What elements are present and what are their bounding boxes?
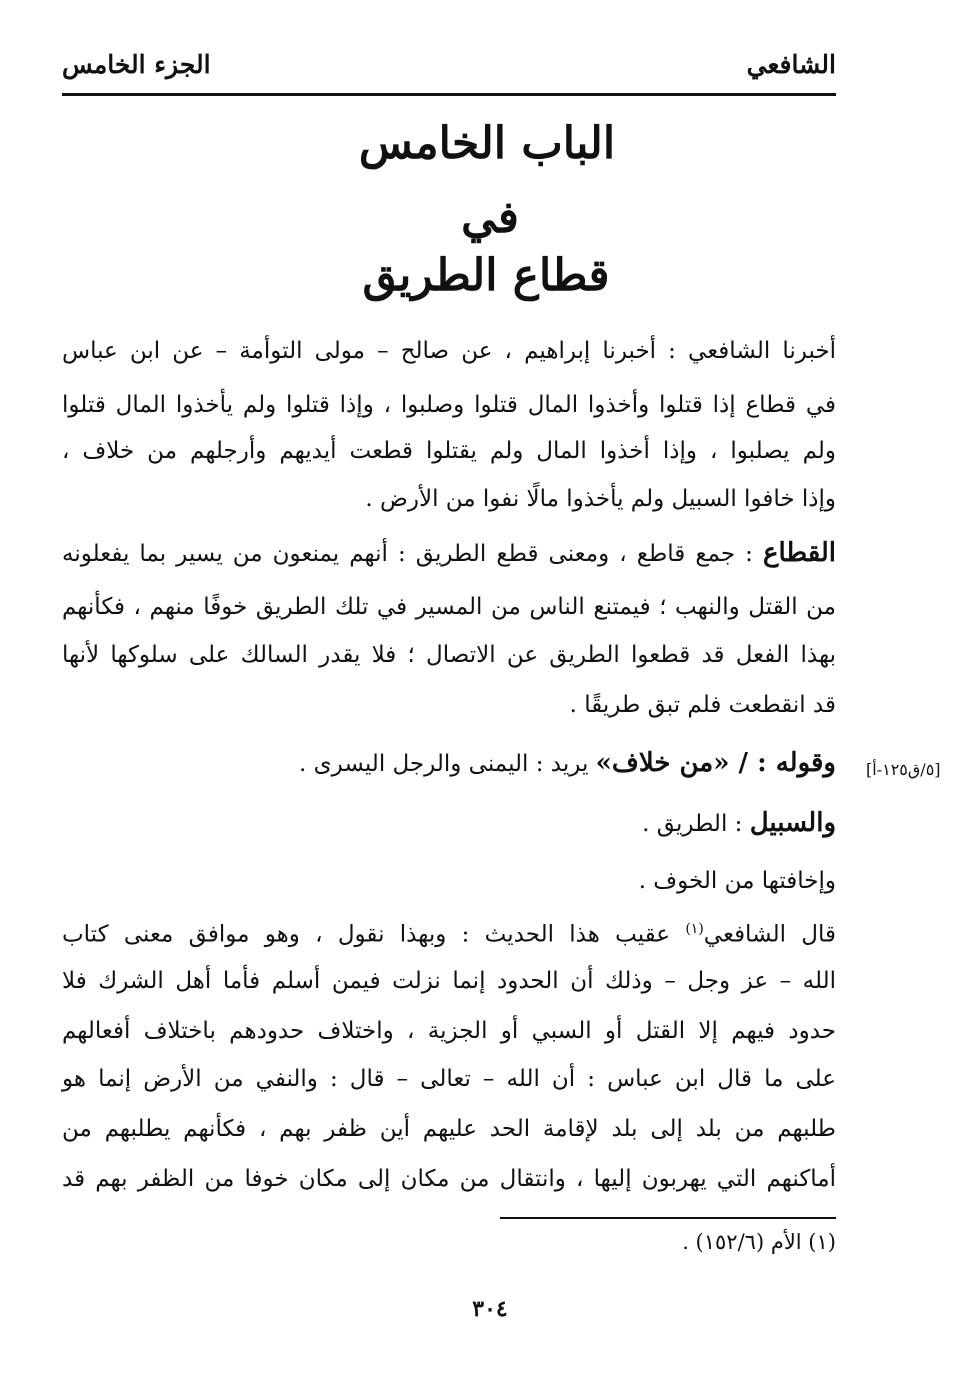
text-line: من القتل والنهب ؛ فيمتنع الناس من المسير في تلك الطريق خوفًا منهم ، فكأنهم [62,594,836,620]
text-line: طلبهم من بلد إلى بلد لإقامة الحد عليهم أين ظفر بهم ، فكأنهم يطلبهم من [62,1116,836,1142]
chapter-title: الباب الخامس [358,118,616,169]
part-title: الجزء الخامس [62,50,211,79]
text-line: ولم يصلبوا ، وإذا أخذوا المال ولم يقتلوا قطعت أيديهم وأرجلهم من خلاف ، [62,438,836,464]
chapter-subject: قطاع الطريق [362,250,610,301]
text-line: حدود فيهم إلا القتل أو السبي أو الجزية ، واختلاف حدودهم باختلاف أفعالهم [62,1018,836,1044]
text-line: وإخافتها من الخوف . [638,868,836,894]
text-line: والسبيل : الطريق . [642,808,836,838]
chapter-title-connector: في [461,192,519,243]
running-head [62,50,836,90]
text-line: وقوله : / «من خلاف» يريد : اليمنى والرجل اليسرى . [299,748,836,778]
text-line: قد انقطعت فلم تبق طريقًا . [569,692,836,718]
footnote-rule [500,1217,836,1219]
text-line: بهذا الفعل قد قطعوا الطريق عن الاتصال ؛ فلا يقدر السالك على سلوكها لأنها [62,642,836,668]
book-title: الشافعي [746,50,836,79]
text-line: وإذا خافوا السبيل ولم يأخذوا مالًا نفوا من الأرض . [365,486,836,512]
text-line: أماكنهم التي يهربون إليها ، وانتقال من مكان إلى مكان خوفا من الظفر بهم قد [62,1166,836,1192]
footnote: (١) الأم (١٥٢/٦) . [682,1230,836,1254]
text-line: على ما قال ابن عباس : أن الله – تعالى – قال : والنفي من الأرض إنما هو [62,1066,836,1092]
text-line: قال الشافعي$^{(١)}$ عقيب هذا الحديث : وبهذا نقول ، وهو موافق معنى كتاب [62,921,836,948]
text-line: الله – عز وجل – وذلك أن الحدود إنما نزلت فيمن أسلم فأما أهل الشرك فلا [62,968,836,994]
footnote-ref[interactable]: (١) [685,921,704,937]
margin-note: [٥/ق١٢٥-أ] [866,760,941,779]
text-line: أخبرنا الشافعي : أخبرنا إبراهيم ، عن صالح – مولى التوأمة – عن ابن عباس [62,338,836,364]
page-number: ٣٠٤ [472,1296,508,1322]
lead-term: والسبيل [749,808,836,838]
lead-term: القطاع [762,538,836,568]
header-rule [62,93,836,96]
text-line: القطاع : جمع قاطع ، ومعنى قطع الطريق : أنهم يمنعون من يسير بما يفعلونه [62,538,836,568]
lead-term: وقوله : / «من خلاف» [595,748,836,778]
text-line: في قطاع إذا قتلوا وأخذوا المال قتلوا وصلبوا ، وإذا قتلوا ولم يأخذوا المال قتلوا [62,392,836,418]
